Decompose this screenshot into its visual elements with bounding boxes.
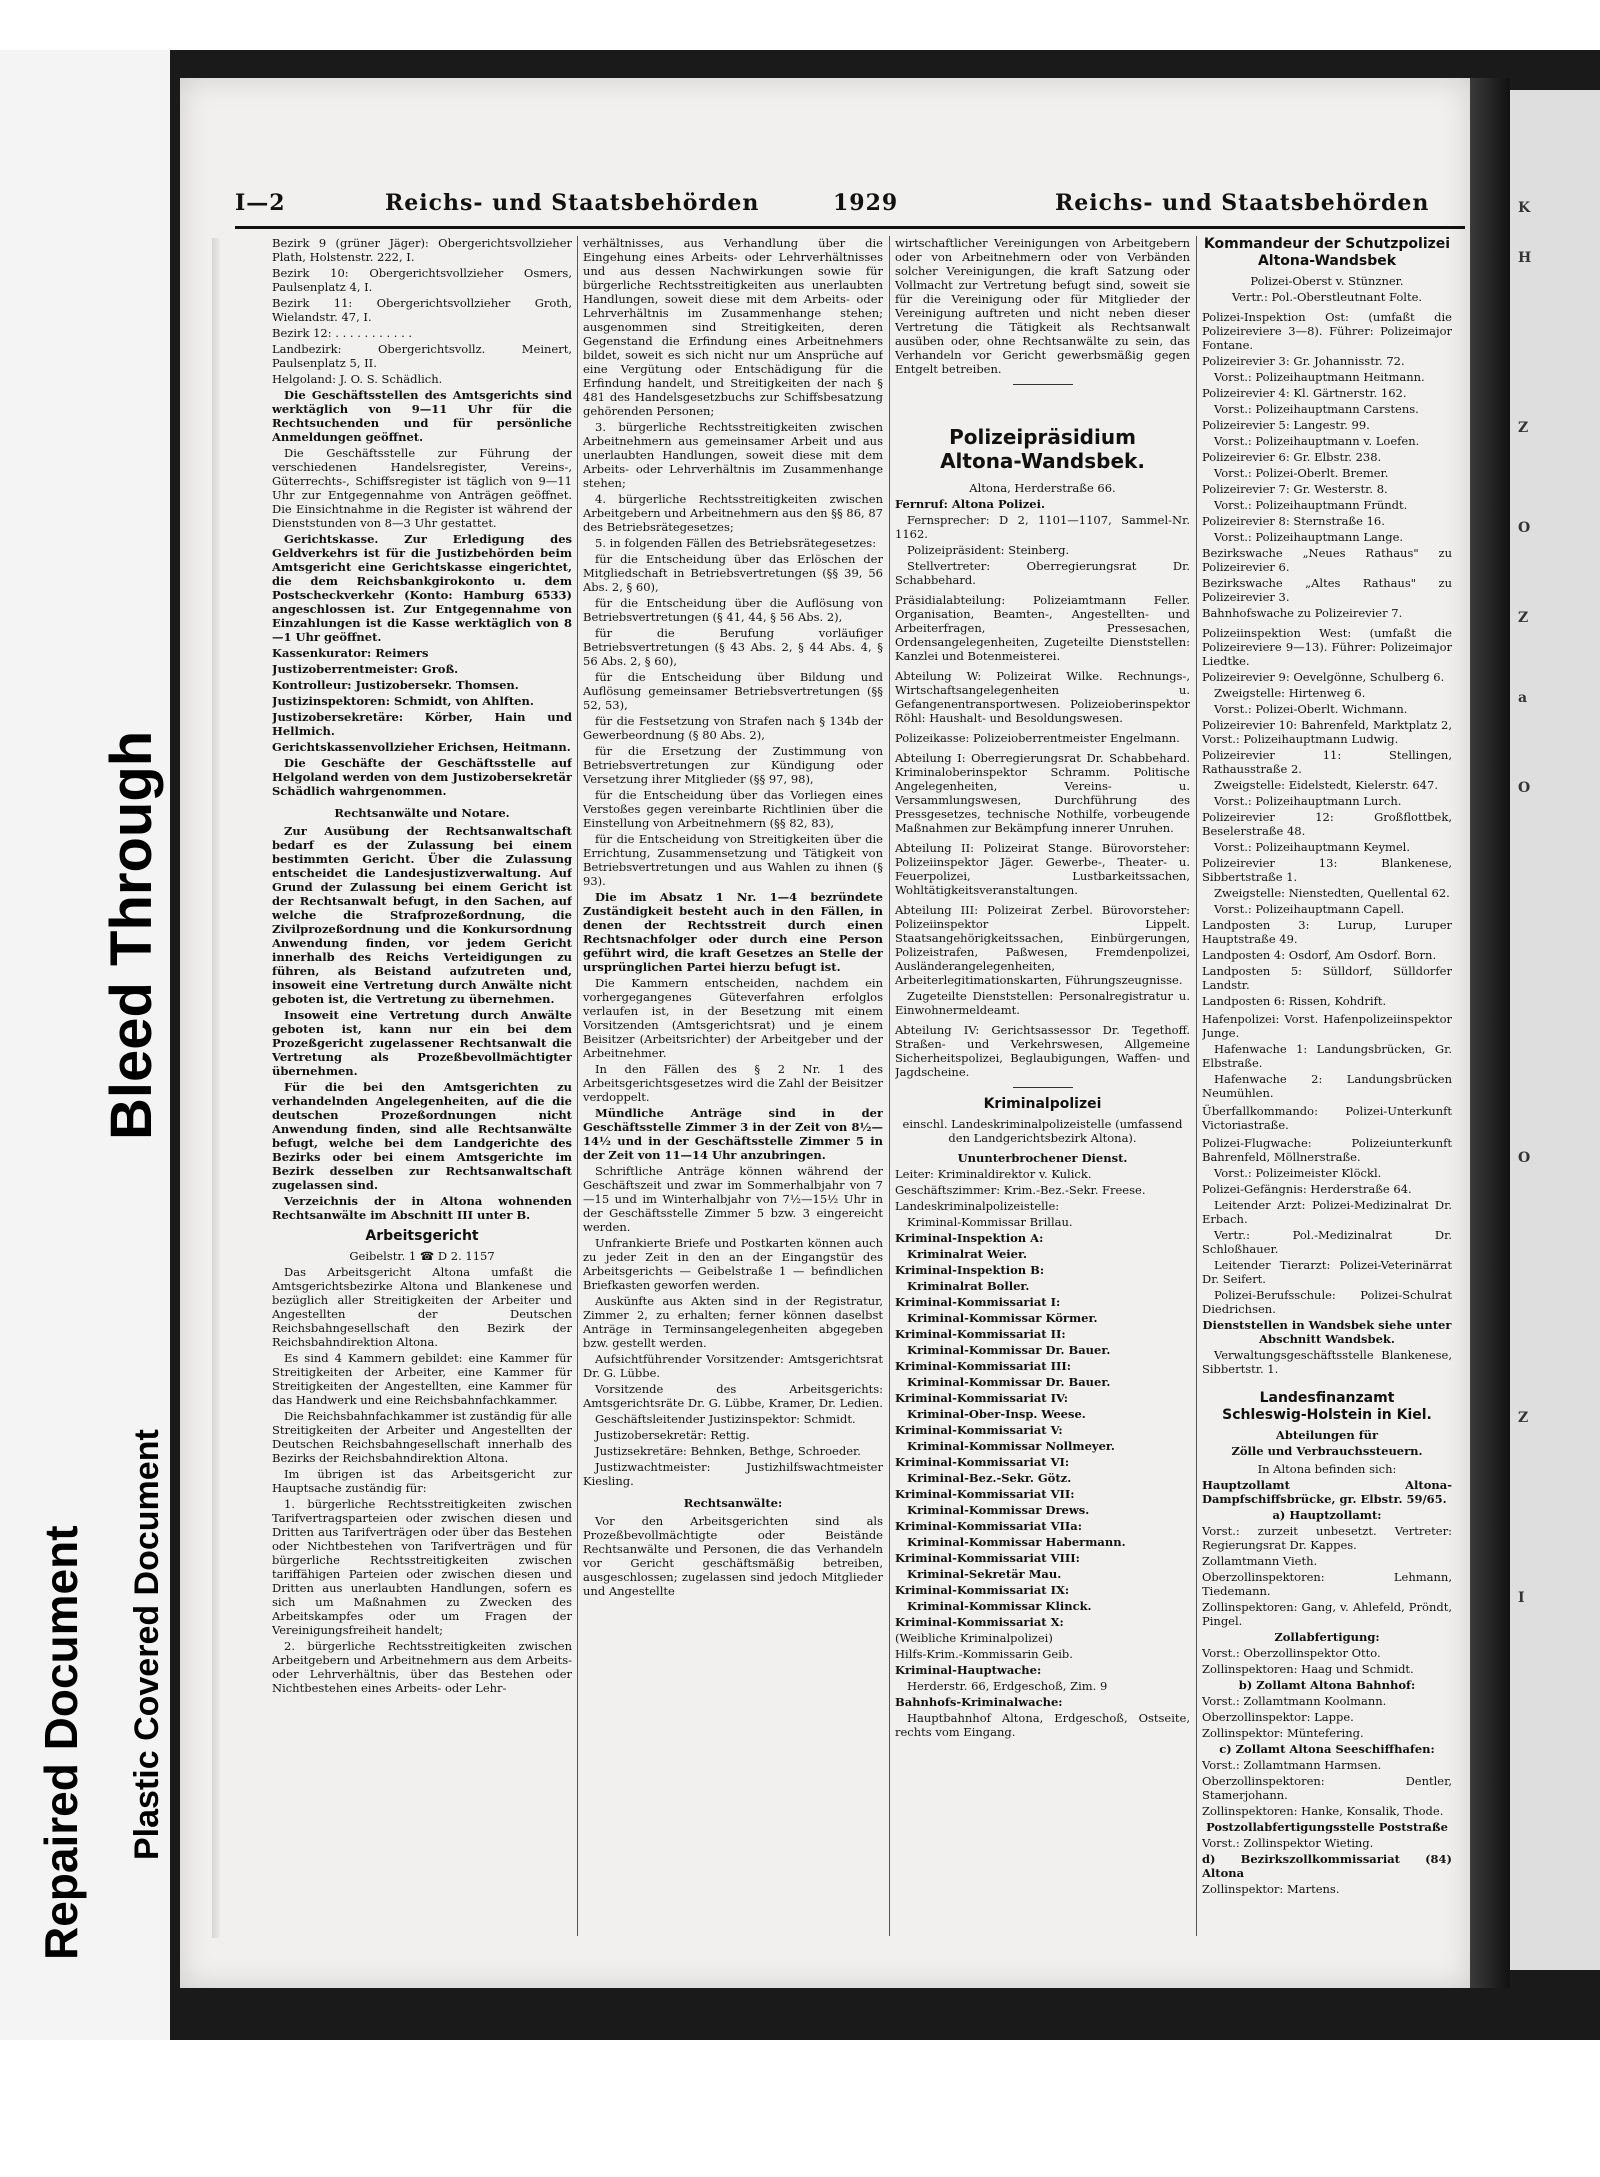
section-heading: Kommandeur der Schutzpolizei Altona-Wandsbek bbox=[1203, 236, 1451, 269]
entry: Vorst.: Polizeihauptmann Carstens. bbox=[1214, 402, 1419, 416]
entry: Polizeikasse: Polizeioberrentmeister Engelmann. bbox=[895, 731, 1180, 745]
header-year: 1929 bbox=[833, 190, 899, 216]
entry: Abteilung III: Polizeirat Zerbel. Bürovorsteher: Polizeiinspektor Lippelt. Staatsangehörigkeitssachen, Einbürgerungen, Polizeistrafen, Paßwesen, Fremdenpolizei, Ausländerangelegenheiten, Arbeiterlegitimationskarten, Führungszeugnisse. bbox=[895, 903, 1190, 987]
paragraph: für die Entscheidung über das Vorliegen eines Verstoßes gegen vereinbarte Richtlinien über die Einstellung von Arbeitnehmern (§§ 82, 83), bbox=[583, 788, 883, 830]
entry: Herderstr. 66, Erdgeschoß, Zim. 9 bbox=[907, 1679, 1108, 1693]
entry: Leitender Tierarzt: Polizei-Veterinärrat Dr. Seifert. bbox=[1202, 1258, 1452, 1286]
entry: Zollinspektor: Martens. bbox=[1202, 1882, 1340, 1896]
column-rule bbox=[889, 236, 890, 1936]
entry: Zölle und Verbrauchssteuern. bbox=[1231, 1444, 1423, 1458]
entry: Leiter: Kriminaldirektor v. Kulick. bbox=[895, 1167, 1092, 1181]
staff-entry: Kontrolleur: Justizobersekr. Thomsen. bbox=[272, 678, 519, 692]
page-binding-stripe bbox=[212, 238, 220, 1938]
entry: Hafenwache 2: Landungsbrücken Neumühlen. bbox=[1202, 1072, 1452, 1100]
address-line: Altona, Herderstraße 66. bbox=[969, 481, 1116, 495]
entry: Vorst.: Polizeihauptmann v. Loefen. bbox=[1214, 434, 1420, 448]
section-heading: Arbeitsgericht bbox=[365, 1228, 479, 1244]
entry: Abteilung II: Polizeirat Stange. Bürovorsteher: Polizeiinspektor Jäger. Gewerbe-, Theater- u. Feuerpolizei, Lustbarkeitssachen, Wohltätigkeitsveranstaltungen. bbox=[895, 841, 1190, 897]
header-rule bbox=[235, 226, 1465, 229]
entry: Hauptzollamt Altona-Dampfschiffsbrücke, gr. Elbstr. 59/65. bbox=[1202, 1478, 1452, 1506]
entry: Kriminal-Kommissariat I: bbox=[895, 1295, 1061, 1309]
entry: c) Zollamt Altona Seeschiffhafen: bbox=[1219, 1742, 1435, 1756]
column-rule bbox=[577, 236, 578, 1936]
section-heading: Rechtsanwälte: bbox=[683, 1496, 783, 1510]
entry: Kriminalrat Weier. bbox=[907, 1247, 1027, 1261]
entry: Ununterbrochener Dienst. bbox=[957, 1151, 1128, 1165]
entry: Landposten 5: Sülldorf, Sülldorfer Landstr. bbox=[1202, 964, 1452, 992]
paragraph: Unfrankierte Briefe und Postkarten können auch zu jeder Zeit in den an der Eingangstür des Arbeitsgerichts — Geibelstraße 1 — befindlichen Briefkasten geworfen werden. bbox=[583, 1236, 883, 1292]
next-page-glyph: K bbox=[1518, 200, 1531, 216]
section-heading: Rechtsanwälte und Notare. bbox=[334, 806, 510, 820]
entry: Vorst.: Polizeihauptmann Capell. bbox=[1214, 902, 1405, 916]
entry: Polizeirevier 12: Großflottbek, Beselerstraße 48. bbox=[1202, 810, 1452, 838]
entry: Bahnhofswache zu Polizeirevier 7. bbox=[1202, 606, 1403, 620]
paragraph: 2. bürgerliche Rechtsstreitigkeiten zwischen Arbeitgebern und Arbeitnehmern aus dem Arbeits- oder Lehrverhältnis, über das Bestehen oder Nichtbestehen eines Arbeits- oder Lehr- bbox=[272, 1639, 572, 1695]
page-gutter-shadow bbox=[1470, 78, 1510, 1988]
paragraph: Schriftliche Anträge können während der Geschäftszeit und zwar im Sommerhalbjahr von 7—15 und im Winterhalbjahr von 7½—15½ Uhr in der Geschäftsstelle Zimmer 5 bzw. 3 eingereicht werden. bbox=[583, 1164, 883, 1234]
entry: Vorst.: Polizei-Oberlt. Bremer. bbox=[1214, 466, 1389, 480]
paragraph: für die Festsetzung von Strafen nach § 134b der Gewerbeordnung (§ 80 Abs. 2), bbox=[583, 714, 883, 742]
paragraph: Zur Ausübung der Rechtsanwaltschaft bedarf es der Zulassung bei einem bestimmten Gericht. Über die Zulassung entscheidet die Landesjustizverwaltung. Auf Grund der Zulassung bei einem Gericht ist der Rechtsanwalt befugt, in den Sachen, auf welche die Strafprozeßordnung, die Zivilprozeßordnung und die Konkursordnung Anwendung finden, vor jedem Gericht innerhalb des Reichs Verteidigungen zu führen, als Beistand aufzutreten und, insoweit eine Vertretung durch Anwälte nicht geboten ist, die Vertretung zu übernehmen. bbox=[272, 824, 572, 1006]
staff-entry: Justizinspektoren: Schmidt, von Ahlften. bbox=[272, 694, 534, 708]
entry: Vorst.: Zollamtmann Koolmann. bbox=[1202, 1694, 1387, 1708]
entry: Vorst.: Polizeihauptmann Heitmann. bbox=[1214, 370, 1425, 384]
paragraph: für die Ersetzung der Zustimmung von Betriebsvertretungen zur Kündigung oder Versetzung ihrer Mitglieder (§§ 97, 98), bbox=[583, 744, 883, 786]
next-page-glyph: I bbox=[1518, 1590, 1525, 1606]
paragraph: Die Geschäftsstellen des Amtsgerichts sind werktäglich von 9—11 Uhr für die Rechtsuchenden und für persönliche Anmeldungen geöffnet. bbox=[272, 388, 572, 444]
entry: Polizeirevier 13: Blankenese, Sibbertstraße 1. bbox=[1202, 856, 1452, 884]
entry: Zollinspektoren: Gang, v. Ahlefeld, Pröndt, Pingel. bbox=[1202, 1600, 1452, 1628]
entry: Bezirkswache „Altes Rathaus" zu Polizeirevier 3. bbox=[1202, 576, 1452, 604]
entry: Kriminal-Bez.-Sekr. Götz. bbox=[907, 1471, 1072, 1485]
section-heading: Landesfinanzamt bbox=[1259, 1390, 1395, 1406]
entry: Fernruf: Altona Polizei. bbox=[895, 497, 1045, 511]
paragraph: In den Fällen des § 2 Nr. 1 des Arbeitsgerichtsgesetzes wird die Zahl der Beisitzer verdoppelt. bbox=[583, 1062, 883, 1104]
entry: Kriminal-Kommissar Brillau. bbox=[907, 1215, 1073, 1229]
entry: Polizeirevier 10: Bahrenfeld, Marktplatz 2, Vorst.: Polizeihauptmann Ludwig. bbox=[1202, 718, 1452, 746]
bezirk-entry: Helgoland: J. O. S. Schädlich. bbox=[272, 372, 443, 386]
paragraph: Die Geschäfte der Geschäftsstelle auf Helgoland werden von dem Justizobersekretär Schädlich wahrgenommen. bbox=[272, 756, 572, 798]
entry: Abteilung W: Polizeirat Wilke. Rechnungs-, Wirtschaftsangelegenheiten u. Gefangenentransportwesen. Polizeioberinspektor Röhl: Haushalt- und Besoldungswesen. bbox=[895, 669, 1190, 725]
entry: Vorst.: Zollamtmann Harmsen. bbox=[1202, 1758, 1382, 1772]
entry: Vorst.: Polizei-Oberlt. Wichmann. bbox=[1214, 702, 1408, 716]
entry: Vorst.: Polizeihauptmann Fründt. bbox=[1214, 498, 1408, 512]
next-page-glyph: O bbox=[1518, 780, 1531, 796]
address-line: Geibelstr. 1 ☎ D 2. 1157 bbox=[349, 1249, 495, 1263]
entry: Stellvertreter: Oberregierungsrat Dr. Schabbehard. bbox=[895, 559, 1190, 587]
entry: d) Bezirkszollkommissariat (84) Altona bbox=[1202, 1852, 1452, 1880]
document-page bbox=[180, 78, 1470, 1988]
entry: Postzollabfertigungsstelle Poststraße bbox=[1206, 1820, 1448, 1834]
paragraph: Das Arbeitsgericht Altona umfaßt die Amtsgerichtsbezirke Altona und Blankenese und bezüglich aller Streitigkeiten der Arbeiter und Angestellten der Deutschen Reichsbahngesellschaft den Bezirk der Reichsbahndirektion Altona. bbox=[272, 1265, 572, 1349]
paragraph: Die Reichsbahnfachkammer ist zuständig für alle Streitigkeiten der Arbeiter und Angestellten der Deutschen Reichsbahngesellschaft innerhalb des Bezirks der Reichsbahndirektion Altona. bbox=[272, 1409, 572, 1465]
entry: Polizeiinspektion West: (umfaßt die Polizeireviere 9—13). Führer: Polizeimajor Liedtke. bbox=[1202, 626, 1452, 668]
entry: a) Hauptzollamt: bbox=[1272, 1508, 1382, 1522]
entry: Kriminal-Kommissariat IV: bbox=[895, 1391, 1069, 1405]
column-rule bbox=[1196, 236, 1197, 1936]
paragraph: Justizwachtmeister: Justizhilfswachtmeister Kiesling. bbox=[583, 1460, 883, 1488]
entry: Vorst.: Zollinspektor Wieting. bbox=[1202, 1836, 1374, 1850]
entry: Polizei-Oberst v. Stünzner. bbox=[1250, 274, 1404, 288]
staff-entry: Kassenkurator: Reimers bbox=[272, 646, 429, 660]
next-page-edge bbox=[1510, 90, 1600, 1970]
entry: Kriminal-Kommissariat VIII: bbox=[895, 1551, 1080, 1565]
paragraph: für die Berufung vorläufiger Betriebsvertretungen (§ 43 Abs. 2, § 44 Abs. 4, § 56 Abs. 2, § 60), bbox=[583, 626, 883, 668]
section-heading: Polizeipräsidium bbox=[949, 425, 1136, 449]
entry: Kriminal-Kommissar Drews. bbox=[907, 1503, 1090, 1517]
entry: Kriminalrat Boller. bbox=[907, 1279, 1030, 1293]
entry: Vorst.: Polizeihauptmann Lurch. bbox=[1214, 794, 1402, 808]
entry: Polizei-Berufsschule: Polizei-Schulrat Diedrichsen. bbox=[1202, 1288, 1452, 1316]
divider bbox=[1013, 1087, 1073, 1088]
entry: Fernsprecher: D 2, 1101—1107, Sammel-Nr. 1162. bbox=[895, 513, 1190, 541]
paragraph: Mündliche Anträge sind in der Geschäftsstelle Zimmer 3 in der Zeit von 8½—14½ und in der Geschäftsstelle Zimmer 5 in der Zeit von 11—14 Uhr anzubringen. bbox=[583, 1106, 883, 1162]
next-page-glyph: Z bbox=[1518, 610, 1529, 626]
entry: Polizei-Inspektion Ost: (umfaßt die Polizeireviere 3—8). Führer: Polizeimajor Fontane. bbox=[1202, 310, 1452, 352]
paragraph: Im übrigen ist das Arbeitsgericht zur Hauptsache zuständig für: bbox=[272, 1467, 572, 1495]
entry: Zollinspektoren: Haag und Schmidt. bbox=[1202, 1662, 1414, 1676]
header-right-title: Reichs- und Staatsbehörden bbox=[1055, 190, 1430, 216]
paragraph: Insoweit eine Vertretung durch Anwälte geboten ist, kann nur ein bei dem Prozeßgericht zugelassener Rechtsanwalt die Vertretung als Prozeßbevollmächtigter übernehmen. bbox=[272, 1008, 572, 1078]
next-page-glyph: H bbox=[1518, 250, 1532, 266]
side-labels bbox=[10, 80, 166, 1960]
staff-entry: Gerichtskassenvollzieher Erichsen, Heitmann. bbox=[272, 740, 571, 754]
entry: Kriminal-Kommissariat IX: bbox=[895, 1583, 1070, 1597]
entry: Kriminal-Kommissariat VII: bbox=[895, 1487, 1075, 1501]
paragraph: für die Entscheidung über das Erlöschen der Mitgliedschaft in Betriebsvertretungen (§§ 39, 56 Abs. 2, § 60), bbox=[583, 552, 883, 594]
entry: Kriminal-Kommissar Körmer. bbox=[907, 1311, 1098, 1325]
entry: Zollinspektor: Müntefering. bbox=[1202, 1726, 1364, 1740]
entry: Oberzollinspektoren: Lehmann, Tiedemann. bbox=[1202, 1570, 1452, 1598]
bezirk-entry: Landbezirk: Obergerichtsvollz. Meinert, Paulsenplatz 5, II. bbox=[272, 342, 572, 370]
entry: Kriminal-Kommissar Dr. Bauer. bbox=[907, 1375, 1111, 1389]
column-4 bbox=[1202, 236, 1452, 1936]
entry: Kriminal-Kommissar Nollmeyer. bbox=[907, 1439, 1115, 1453]
entry: In Altona befinden sich: bbox=[1257, 1462, 1397, 1476]
running-header bbox=[235, 190, 1465, 226]
entry: Vorst.: Polizeihauptmann Lange. bbox=[1214, 530, 1404, 544]
paragraph: Die Geschäftsstelle zur Führung der verschiedenen Handelsregister, Vereins-, Güterrechts-, Schiffsregister ist täglich von 9—11 Uhr zur Entgegennahme von Anträgen geöffnet. Die Einsichtnahme in die Register ist während der Dienststunden von 8—3 Uhr gestattet. bbox=[272, 446, 572, 530]
next-page-glyph: Z bbox=[1518, 1410, 1529, 1426]
entry: Polizei-Gefängnis: Herderstraße 64. bbox=[1202, 1182, 1412, 1196]
entry: Landposten 3: Lurup, Luruper Hauptstraße 49. bbox=[1202, 918, 1452, 946]
paragraph: Die Kammern entscheiden, nachdem ein vorhergegangenes Güteverfahren erfolglos verlaufen ist, in der Besetzung mit einem Vorsitzenden (Amtsgerichtsrat) und je einem Beisitzer (Arbeitsrichter) der Arbeitgeber und der Arbeitnehmer. bbox=[583, 976, 883, 1060]
next-page-glyph: a bbox=[1518, 690, 1528, 706]
entry: Polizeirevier 11: Stellingen, Rathausstraße 2. bbox=[1202, 748, 1452, 776]
entry: Kriminal-Kommissar Klinck. bbox=[907, 1599, 1092, 1613]
entry: Polizeirevier 5: Langestr. 99. bbox=[1202, 418, 1370, 432]
entry: b) Zollamt Altona Bahnhof: bbox=[1238, 1678, 1416, 1692]
paragraph: 1. bürgerliche Rechtsstreitigkeiten zwischen Tarifvertragsparteien oder zwischen diesen und Dritten aus Tarifverträgen oder über das Bestehen oder Nichtbestehen von Tarifverträgen und für bürgerliche Rechtsstreitigkeiten zwischen tariffähigen Parteien oder zwischen diesen und Dritten aus unerlaubten Handlungen, sofern es sich um Maßnahmen zu Zwecken des Arbeitskampfes oder um Fragen der Vereinigungsfreiheit handelt; bbox=[272, 1497, 572, 1637]
entry: Polizei-Flugwache: Polizeiunterkunft Bahrenfeld, Möllnerstraße. bbox=[1202, 1136, 1452, 1164]
paragraph: 3. bürgerliche Rechtsstreitigkeiten zwischen Arbeitnehmern aus gemeinsamer Arbeit und aus unerlaubten Handlungen, soweit diese mit dem Arbeits- oder Lehrverhältnis im Zusammenhange stehen; bbox=[583, 420, 883, 490]
entry: Zollamtmann Vieth. bbox=[1202, 1554, 1318, 1568]
entry: Kriminal-Inspektion A: bbox=[895, 1231, 1044, 1245]
entry: Kriminal-Kommissariat VIIa: bbox=[895, 1519, 1083, 1533]
entry: Landeskriminalpolizeistelle: bbox=[895, 1199, 1060, 1213]
entry: Leitender Arzt: Polizei-Medizinalrat Dr. Erbach. bbox=[1202, 1198, 1452, 1226]
paragraph: Für die bei den Amtsgerichten zu verhandelnden Angelegenheiten, auf die die deutschen Prozeßordnungen nicht Anwendung finden, sind alle Rechtsanwälte befugt, welche bei dem Landgerichte des Bezirks oder bei einem Amtsgerichte im Bezirk desselben zur Rechtsanwaltschaft zugelassen sind. bbox=[272, 1080, 572, 1192]
staff-entry: Justizoberrentmeister: Groß. bbox=[272, 662, 459, 676]
entry: Kriminal-Kommissariat X: bbox=[895, 1615, 1064, 1629]
column-3 bbox=[895, 236, 1190, 1936]
entry: Überfallkommando: Polizei-Unterkunft Victoriastraße. bbox=[1202, 1104, 1452, 1132]
entry: Verwaltungsgeschäftsstelle Blankenese, Sibbertstr. 1. bbox=[1202, 1348, 1452, 1376]
entry: Polizeirevier 3: Gr. Johannisstr. 72. bbox=[1202, 354, 1405, 368]
entry: Oberzollinspektoren: Dentler, Stamerjohann. bbox=[1202, 1774, 1452, 1802]
staff-entry: Justizobersekretäre: Körber, Hain und Hellmich. bbox=[272, 710, 572, 738]
entry: Dienststellen in Wandsbek siehe unter Abschnitt Wandsbek. bbox=[1202, 1318, 1452, 1346]
entry: Polizeirevier 7: Gr. Westerstr. 8. bbox=[1202, 482, 1388, 496]
entry: Oberzollinspektor: Lappe. bbox=[1202, 1710, 1354, 1724]
entry: Abteilung I: Oberregierungsrat Dr. Schabbehard. Kriminaloberinspektor Schramm. Politische Angelegenheiten, Vereins- u. Versammlungswesen, Durchführung des Pressgesetzes, technische Nothilfe, vorbeugende Maßnahmen zur Bekämpfung innerer Unruhen. bbox=[895, 751, 1190, 835]
plastic-covered-label: Plastic Covered Document bbox=[128, 1429, 166, 1860]
section-heading: Schleswig-Holstein in Kiel. bbox=[1222, 1407, 1432, 1423]
entry: Vorst.: Oberzollinspektor Otto. bbox=[1202, 1646, 1381, 1660]
entry: Zweigstelle: Nienstedten, Quellental 62. bbox=[1214, 886, 1450, 900]
entry: Kriminal-Sekretär Mau. bbox=[907, 1567, 1062, 1581]
entry: Vorst.: Polizeihauptmann Keymel. bbox=[1214, 840, 1410, 854]
entry: Hilfs-Krim.-Kommissarin Geib. bbox=[895, 1647, 1073, 1661]
paragraph: Justizsekretäre: Behnken, Bethge, Schroeder. bbox=[595, 1444, 861, 1458]
entry: Zollabfertigung: bbox=[1274, 1630, 1380, 1644]
paragraph: Vor den Arbeitsgerichten sind als Prozeßbevollmächtigte oder Beistände Rechtsanwälte und Personen, die das Verhandeln vor Gericht geschäftsmäßig betreiben, ausgeschlossen; zugelassen sind jedoch Mitglieder und Angestellte bbox=[583, 1514, 883, 1598]
entry: Bahnhofs-Kriminalwache: bbox=[895, 1695, 1063, 1709]
section-heading: Altona-Wandsbek. bbox=[940, 449, 1145, 473]
header-left-title: Reichs- und Staatsbehörden bbox=[385, 190, 760, 216]
paragraph: für die Entscheidung über Bildung und Auflösung gemeinsamer Betriebsvertretungen (§§ 52, 53), bbox=[583, 670, 883, 712]
entry: Bezirkswache „Neues Rathaus" zu Polizeirevier 6. bbox=[1202, 546, 1452, 574]
entry: Kriminal-Kommissar Dr. Bauer. bbox=[907, 1343, 1111, 1357]
bleed-through-label: Bleed Through bbox=[99, 730, 164, 1140]
paragraph: für die Entscheidung über die Auflösung von Betriebsvertretungen (§ 41, 44, § 56 Abs. 2), bbox=[583, 596, 883, 624]
repaired-document-label: Repaired Document bbox=[35, 1525, 87, 1960]
entry: Kriminal-Kommissariat VI: bbox=[895, 1455, 1070, 1469]
paragraph: 5. in folgenden Fällen des Betriebsrätegesetzes: bbox=[595, 536, 877, 550]
column-2 bbox=[583, 236, 883, 1936]
entry: Vertr.: Pol.-Medizinalrat Dr. Schloßhauer. bbox=[1202, 1228, 1452, 1256]
bezirk-entry: Bezirk 12: . . . . . . . . . . . bbox=[272, 326, 413, 340]
paragraph: Auskünfte aus Akten sind in der Registratur, Zimmer 2, zu erhalten; ferner können daselbst Anträge in Terminsangelegenheiten abgegeben bzw. gestellt werden. bbox=[583, 1294, 883, 1350]
entry: Vorst.: zurzeit unbesetzt. Vertreter: Regierungsrat Dr. Kappes. bbox=[1202, 1524, 1452, 1552]
paragraph: Gerichtskasse. Zur Erledigung des Geldverkehrs ist für die Justizbehörden beim Amtsgericht eine Gerichtskasse eingerichtet, die dem Reichsbankgirokonto u. dem Postscheckverkehr (Konto: Hamburg 6533) angeschlossen ist. Zur Entgegennahme von Einzahlungen ist die Kasse werktäglich von 8—1 Uhr geöffnet. bbox=[272, 532, 572, 644]
entry: Kriminal-Kommissariat V: bbox=[895, 1423, 1063, 1437]
paragraph: Justizobersekretär: Rettig. bbox=[595, 1428, 750, 1442]
entry: (Weibliche Kriminalpolizei) bbox=[895, 1631, 1053, 1645]
entry: einschl. Landeskriminalpolizeistelle (umfassend den Landgerichtsbezirk Altona). bbox=[902, 1117, 1183, 1145]
paragraph: Es sind 4 Kammern gebildet: eine Kammer für Streitigkeiten der Arbeiter, eine Kammer für Streitigkeiten der Angestellten, eine Kammer für das Handwerk und eine Reichsbahnfachkammer. bbox=[272, 1351, 572, 1407]
entry: Kriminal-Kommissar Habermann. bbox=[907, 1535, 1126, 1549]
next-page-glyph: O bbox=[1518, 1150, 1531, 1166]
entry: Zollinspektoren: Hanke, Konsalik, Thode. bbox=[1202, 1804, 1444, 1818]
entry: Hafenpolizei: Vorst. Hafenpolizeiinspektor Junge. bbox=[1202, 1012, 1452, 1040]
bezirk-entry: Bezirk 9 (grüner Jäger): Obergerichtsvollzieher Plath, Holstenstr. 222, I. bbox=[272, 236, 572, 264]
entry: Kriminal-Inspektion B: bbox=[895, 1263, 1045, 1277]
paragraph: Aufsichtführender Vorsitzender: Amtsgerichtsrat Dr. G. Lübbe. bbox=[583, 1352, 883, 1380]
entry: Polizeirevier 6: Gr. Elbstr. 238. bbox=[1202, 450, 1382, 464]
bezirk-entry: Bezirk 10: Obergerichtsvollzieher Osmers, Paulsenplatz 4, I. bbox=[272, 266, 572, 294]
entry: Vertr.: Pol.-Oberstleutnant Folte. bbox=[1231, 290, 1423, 304]
entry: Zweigstelle: Eidelstedt, Kielerstr. 647. bbox=[1214, 778, 1438, 792]
entry: Abteilung IV: Gerichtsassessor Dr. Tegethoff. Straßen- und Verkehrswesen, Allgemeine Sicherheitspolizei, Beglaubigungen, Waffen- und Jagdscheine. bbox=[895, 1023, 1190, 1079]
page-number: I—2 bbox=[235, 190, 286, 216]
entry: Kriminal-Kommissariat II: bbox=[895, 1327, 1066, 1341]
entry: Polizeipräsident: Steinberg. bbox=[907, 543, 1070, 557]
next-page-glyph: Z bbox=[1518, 420, 1529, 436]
entry: Polizeirevier 8: Sternstraße 16. bbox=[1202, 514, 1385, 528]
entry: Vorst.: Polizeimeister Klöckl. bbox=[1214, 1166, 1382, 1180]
column-1 bbox=[272, 236, 572, 1936]
next-page-glyph: O bbox=[1518, 520, 1531, 536]
paragraph: Die im Absatz 1 Nr. 1—4 bezründete Zuständigkeit besteht auch in den Fällen, in denen der Rechtsstreit durch einen Rechtsnachfolger oder durch eine Person geführt wird, die kraft Gesetzes an Stelle der ursprünglichen Partei hierzu befugt ist. bbox=[583, 890, 883, 974]
paragraph: Vorsitzende des Arbeitsgerichts: Amtsgerichtsräte Dr. G. Lübbe, Kramer, Dr. Ledien. bbox=[583, 1382, 883, 1410]
section-heading: Kriminalpolizei bbox=[983, 1096, 1102, 1112]
entry: Hauptbahnhof Altona, Erdgeschoß, Ostseite, rechts vom Eingang. bbox=[895, 1711, 1190, 1739]
entry: Zugeteilte Dienststellen: Personalregistratur u. Einwohnermeldeamt. bbox=[895, 989, 1190, 1017]
divider bbox=[1013, 384, 1073, 385]
entry: Landposten 6: Rissen, Kohdrift. bbox=[1202, 994, 1387, 1008]
entry: Kriminal-Hauptwache: bbox=[895, 1663, 1042, 1677]
entry: Hafenwache 1: Landungsbrücken, Gr. Elbstraße. bbox=[1202, 1042, 1452, 1070]
entry: Geschäftszimmer: Krim.-Bez.-Sekr. Freese. bbox=[895, 1183, 1146, 1197]
entry: Landposten 4: Osdorf, Am Osdorf. Born. bbox=[1202, 948, 1437, 962]
entry: Zweigstelle: Hirtenweg 6. bbox=[1214, 686, 1366, 700]
entry: Kriminal-Ober-Insp. Weese. bbox=[907, 1407, 1086, 1421]
entry: Polizeirevier 9: Oevelgönne, Schulberg 6. bbox=[1202, 670, 1445, 684]
paragraph: verhältnisses, aus Verhandlung über die Eingehung eines Arbeits- oder Lehrverhältnisses und aus dessen Nachwirkungen sowie für bürgerliche Rechtsstreitigkeiten aus unerlaubten Handlungen, soweit diese mit dem Arbeits- oder Lehrverhältnis im Zusammenhange stehen; ausgenommen sind Streitigkeiten, deren Gegenstand die Erfindung eines Arbeitnehmers bildet, soweit es sich nicht nur um Ansprüche auf eine Vergütung oder Entschädigung für die Erfindung handelt, und Streitigkeiten der nach § 481 des Handelsgesetzbuchs zur Schiffsbesatzung gehörenden Personen; bbox=[583, 236, 883, 418]
entry: Abteilungen für bbox=[1275, 1428, 1379, 1442]
bezirk-entry: Bezirk 11: Obergerichtsvollzieher Groth, Wielandstr. 47, I. bbox=[272, 296, 572, 324]
entry: Kriminal-Kommissariat III: bbox=[895, 1359, 1072, 1373]
paragraph: Geschäftsleitender Justizinspektor: Schmidt. bbox=[595, 1412, 856, 1426]
entry: Polizeirevier 4: Kl. Gärtnerstr. 162. bbox=[1202, 386, 1407, 400]
paragraph: 4. bürgerliche Rechtsstreitigkeiten zwischen Arbeitgebern und Arbeitnehmern aus den §§ 86, 87 des Betriebsrätegesetzes; bbox=[583, 492, 883, 534]
paragraph: Verzeichnis der in Altona wohnenden Rechtsanwälte im Abschnitt III unter B. bbox=[272, 1194, 572, 1222]
entry: Präsidialabteilung: Polizeiamtmann Feller. Organisation, Beamten-, Angestellten- und Arbeiterfragen, Pressesachen, Ordensangelegenheiten, Zugeteilte Dienststellen: Kanzlei und Botenmeisterei. bbox=[895, 593, 1190, 663]
paragraph: für die Entscheidung von Streitigkeiten über die Errichtung, Zusammensetzung und Tätigkeit von Betriebsvertretungen und aus Wahlen zu ihnen (§ 93). bbox=[583, 832, 883, 888]
paragraph: wirtschaftlicher Vereinigungen von Arbeitgebern oder von Arbeitnehmern oder von Verbänden solcher Vereinigungen, die kraft Satzung oder Vollmacht zur Vertretung befugt sind, soweit sie für die Vereinigung oder für Mitglieder der Vereinigung auftreten und nicht neben dieser Vertretung die Tätigkeit als Rechtsanwalt ausüben oder, ohne Rechtsanwälte zu sein, das Verhandeln vor Gericht gewerbsmäßig gegen Entgelt betreiben. bbox=[895, 236, 1190, 376]
